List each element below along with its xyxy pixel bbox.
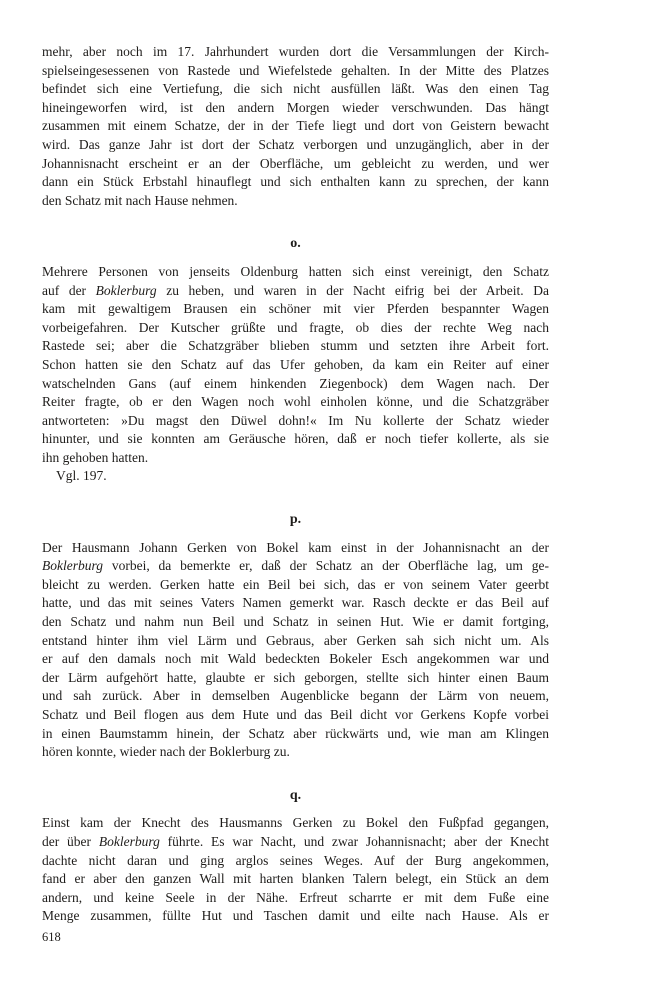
text-line: und sah zurück. Aber in demselben Augenblicke begann der Lärm von neuem,: [42, 688, 549, 704]
text-line: er auf den damals noch mit Wald bedeckten Bokeler Esch angekommen war und: [42, 651, 549, 667]
story-section: [42, 787, 549, 926]
text-line: spielseingesessenen von Rastede und Wiefelstede gehalten. In der Mitte des Platzes: [42, 62, 549, 78]
text-line: antworteten: »Du magst den Düwel dohn!« Im Nu kollerte der Schatz wieder: [42, 412, 549, 428]
text-line: hören konnte, wieder nach der Boklerburg zu.: [42, 744, 290, 760]
text-line: entstand hinter ihm viel Lärm und Gebraus, aber Gerken sah sich nicht um. Als: [42, 632, 549, 648]
page-number: 618: [42, 930, 61, 944]
paragraph: [42, 43, 549, 210]
text-line: Menge zusammen, füllte Hut und Taschen damit und eilte nach Hause. Als er: [42, 908, 549, 924]
text-line: Schon hatten sie den Schatz auf das Ufer gehoben, da kam ein Reiter auf einer: [42, 356, 549, 372]
text-line: zusammen mit einem Schatze, der in der Tiefe liegt und dort von Geistern bewacht: [42, 118, 549, 134]
section-heading: p.: [289, 512, 302, 528]
section-heading: q.: [289, 787, 302, 803]
text-line: Einst kam der Knecht des Hausmanns Gerken zu Bokel den Fußpfad gegangen,: [42, 815, 549, 831]
text-line: Johannisnacht erscheint er an der Oberfläche, um gebleicht zu werden, und wer: [42, 155, 549, 171]
paragraph: [42, 263, 549, 468]
story-section: [42, 235, 549, 486]
text-line: den Schatz und nahm nun Beil und Schatz in seinen Hut. Wie er damit fortging,: [42, 614, 549, 630]
text-line: Reiter fragte, ob er den Wagen noch wohl einholen könne, und die Schatzgräber: [42, 394, 549, 410]
text-line: befindet sich eine Vertiefung, die sich nicht ausfüllen läßt. Was den einen Tag: [42, 81, 549, 97]
italic-place-name: Boklerburg: [42, 558, 103, 574]
text-line: mehr, aber noch im 17. Jahrhundert wurden dort die Versammlungen der Kirch-: [42, 44, 549, 59]
text-line: hineingeworfen wird, ist den andern Morgen wieder verschwunden. Das hängt: [42, 99, 549, 115]
text-line: Schatz und Beil flogen aus dem Hute und das Beil dicht vor Gerkens Kopfe vorbei: [42, 707, 549, 722]
text-line: watschelnden Gans (auf einem hinkenden Ziegenbock) dem Wagen nach. Der: [42, 375, 549, 391]
section-heading: o.: [290, 236, 301, 252]
text-line: Boklerburg vorbei, da bemerkte er, daß der Schatz an der Oberfläche lag, um ge-: [42, 558, 549, 574]
text-line: in einen Baumstamm hinein, der Schatz aber rückwärts und, wie man am Klingen: [42, 725, 549, 741]
text-line: bleicht zu werden. Gerken hatte ein Beil bei sich, das er von seinem Vater geerbt: [42, 576, 549, 592]
paragraph: [42, 814, 549, 926]
story-section: [42, 511, 549, 762]
text-line: den Schatz mit nach Hause nehmen.: [42, 192, 238, 208]
text-line: wird. Das ganze Jahr ist dort der Schatz verborgen und unzugänglich, aber in der: [42, 136, 549, 152]
text-line: hinunter, und sie konnten am Geräusche hören, daß er noch tiefer kollerte, als sie: [42, 431, 549, 447]
page-text: [42, 43, 549, 926]
text-line: auf der Boklerburg zu heben, und waren in der Nacht eifrig bei der Arbeit. Da: [42, 282, 549, 298]
text-line: Rastede sei; aber die Schatzgräber blieben stumm und setzten ihre Arbeit fort.: [42, 338, 549, 354]
text-line: dachte nicht daran und ging arglos seines Weges. Auf der Burg angekommen,: [42, 852, 549, 868]
italic-place-name: Boklerburg: [98, 833, 160, 849]
text-line: dann ein Stück Erbstahl hinauflegt und sich enthalten kann zu sprechen, der kann: [42, 174, 549, 190]
text-line: Mehrere Personen von jenseits Oldenburg hatten sich einst vereinigt, den Schatz: [42, 263, 549, 279]
story-section: [42, 43, 549, 210]
text-line: der über Boklerburg führte. Es war Nacht, und zwar Johannisnacht; aber der Knecht: [42, 833, 549, 849]
cross-reference-note: Vgl. 197.: [56, 468, 107, 484]
text-line: der Lärm aufgehört hatte, glaubte er sich geborgen, stellte sich hinter einen Baum: [42, 669, 549, 685]
text-line: fand er aber den ganzen Wall mit harten blanken Talern belegt, ein Stück an dem: [42, 871, 549, 887]
text-line: Der Hausmann Johann Gerken von Bokel kam einst in der Johannisnacht an der: [42, 539, 549, 555]
paragraph: [42, 539, 549, 762]
text-line: andern, und keine Seele in der Nähe. Erfreut scharrte er mit dem Fuße eine: [42, 889, 549, 905]
italic-place-name: Boklerburg: [95, 282, 157, 298]
text-line: vorbeigefahren. Der Kutscher grüßte und fragte, ob dies der rechte Weg nach: [42, 319, 549, 335]
text-line: ihn gehoben hatten.: [42, 449, 149, 465]
text-line: kam mit gewaltigem Brausen ein schöner mit vier Pferden bespannter Wagen: [42, 301, 549, 317]
text-line: hatte, und das mit seines Vaters Namen gemerkt war. Rasch deckte er das Beil auf: [42, 595, 549, 611]
